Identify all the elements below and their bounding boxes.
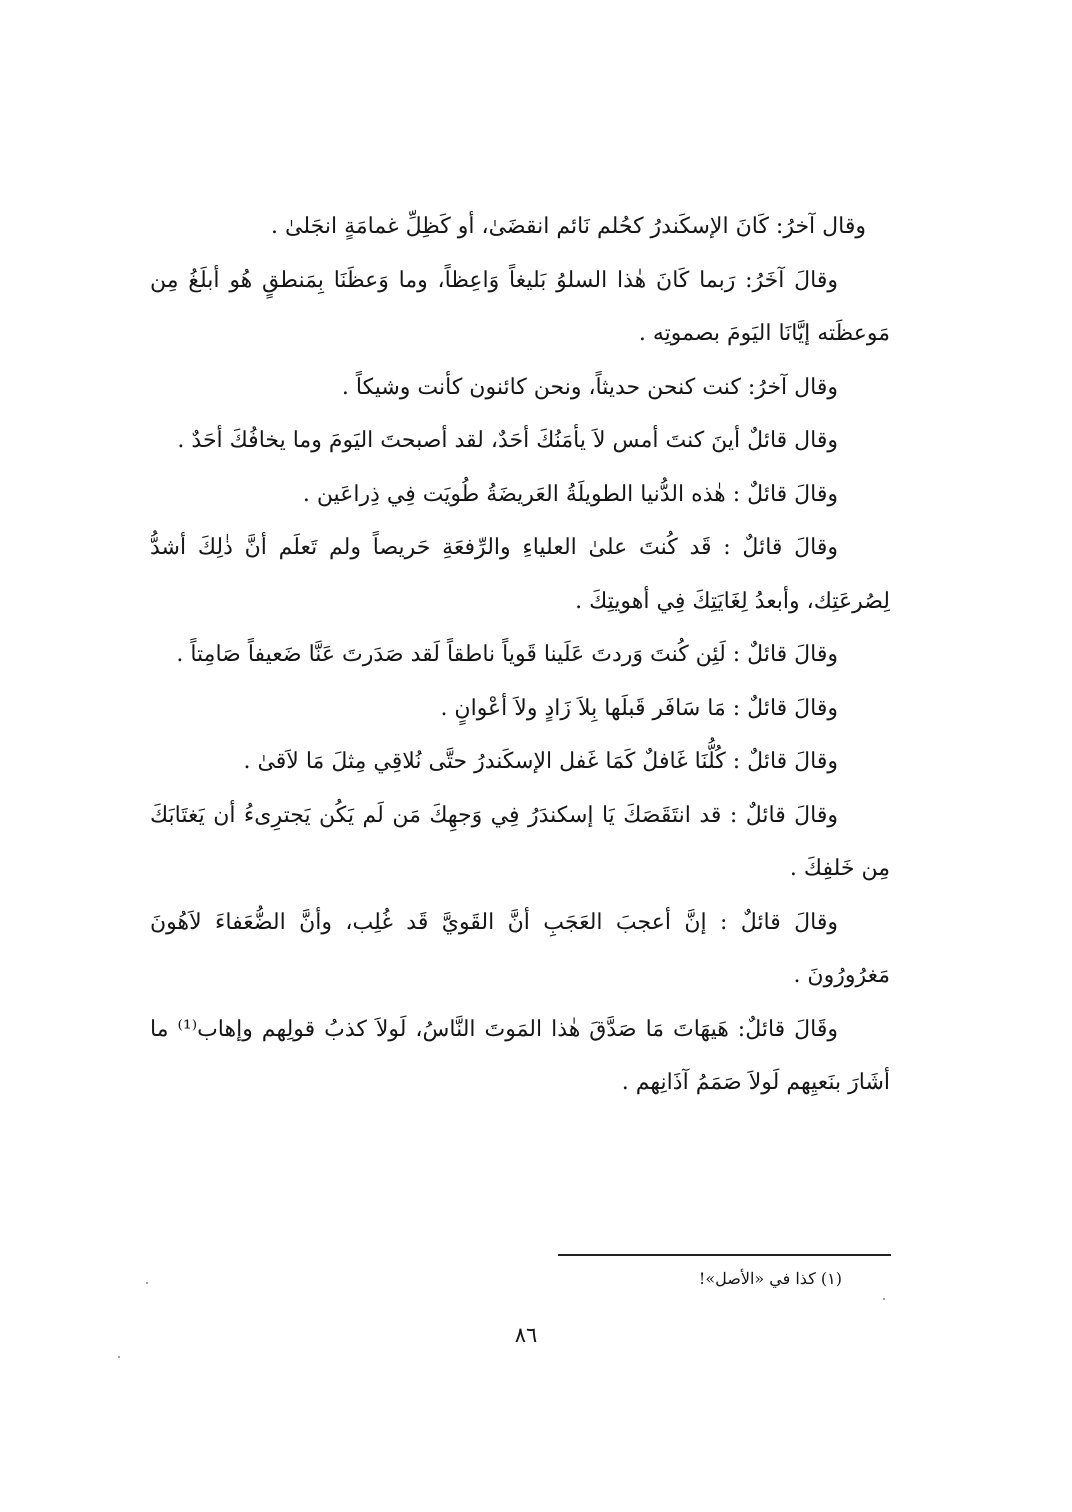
page-number: ٨٦ (514, 1323, 538, 1347)
paragraph: وقالَ قائلٌ : مَا سَافَر قَبلَها بِلاَ زَادٍ ولاَ أعْوانٍ . (440, 695, 838, 721)
main-text (150, 200, 890, 1110)
paragraph: وقالَ قائلٌ : قد انتَقَصَكَ يَا إسكندَرُ فِي وَجهِكَ مَن لَم يَكُن يَجترِىءُ أن يَغتَابَكَ مِن خَلفِكَ . (150, 802, 890, 881)
scan-speck (146, 1282, 148, 1284)
scan-speck (883, 1298, 885, 1300)
paragraph: وقالَ قائلٌ : كُلُّنَا غَافلٌ كَمَا غَفل الإسكَندرُ حتَّى نُلاقِي مِثلَ مَا لاَقىٰ . (243, 749, 838, 774)
paragraph: وقالَ قائلٌ : قَد كُنتَ علىٰ العلياءِ والرِّفعَةِ حَريصاً ولم تَعلَم أنَّ ذٰلِكَ أشدُّ لِصُرعَتِك، وأبعدُ لِغَايَتِكَ فِي أهويتِكَ . (150, 535, 890, 614)
paragraph: وقالَ قائلٌ : هٰذه الدُّنيا الطويلَةُ العَريضَةُ طُويَت فِي ذِراعَين . (302, 481, 838, 507)
paragraph: وقالَ قائلٌ : لَئِن كُنتَ وَردتَ عَلَينا قَوياً ناطقاً لَقد صَدَرتَ عَنَّا ضَعيفاً صَامِتاً . (176, 642, 838, 667)
paragraph: وقال آخرُ: كَانَ الإسكَندرُ كحُلم نَائم انقضَىٰ، أو كَظِلِّ غمامَةٍ انجَلىٰ . (271, 214, 866, 239)
paragraph: وقال قائلٌ أينَ كنتَ أمس لاَ يأمَنُكَ أحَدٌ، لقد أصبحتَ اليَومَ وما يخافُكَ أحَدٌ . (177, 428, 838, 453)
footnote: (١) كذا في «الأصل»! (698, 1269, 842, 1288)
footnote-divider (558, 1254, 891, 1256)
paragraph: وقَالَ قائلٌ: هَيهَاتَ مَا صَدَّقَ هٰذا المَوتَ النَّاسُ، لَولاَ كذبُ قولِهم وإهاب⁽¹⁾ ما أشَارَ بنَعيِهم لَولاَ صَمَمُ آذَانِهم . (150, 1016, 890, 1095)
paragraph: وقالَ قائلٌ : إنَّ أعجبَ العَجَبِ أنَّ القَويَّ قَد غُلِب، وأنَّ الضُّعَفاءَ لاَهُونَ مَغرُورُونَ . (150, 909, 890, 988)
paragraph: وقالَ آخَرُ: رَبما كَانَ هٰذا السلوُ بَليغاً وَاعِظاً، وما وَعظَنَا بِمَنطقٍ هُو أبلَغُ مِن مَوعظَته إيَّانَا اليَومَ بصموتِه . (150, 267, 890, 346)
paragraph: وقال آخرُ: كنت كنحن حديثاً، ونحن كائنون كأنت وشيكاً . (341, 374, 838, 400)
scan-speck (118, 1356, 120, 1358)
